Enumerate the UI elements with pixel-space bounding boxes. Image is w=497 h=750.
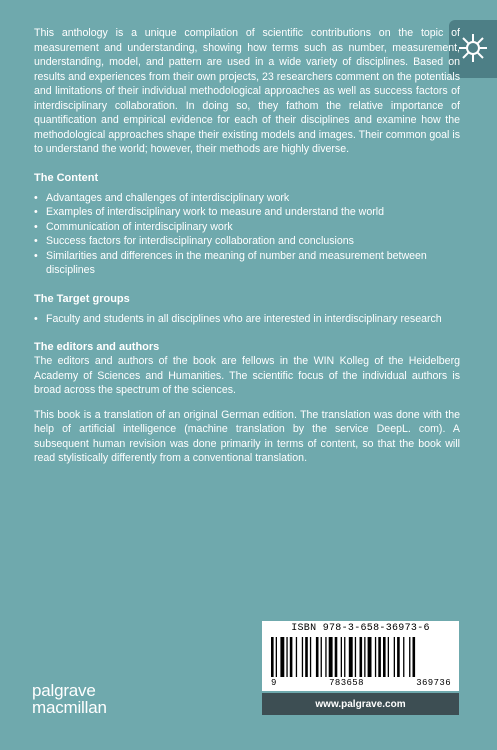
target-groups-list [34,312,460,327]
barcode-digit-group: 783658 [329,678,364,688]
list-item: • Communication of interdisciplinary work [34,220,460,235]
authors-heading: The editors and authors [34,341,160,353]
target-groups-heading: The Target groups [34,292,130,305]
content-heading: The Content [34,171,99,184]
springer-star-icon [458,33,488,63]
publisher-logo-line1: palgrave [32,681,96,700]
list-item: • Faculty and students in all disciplines who are interested in interdisciplinary research [34,312,460,327]
content-list [34,191,460,278]
isbn-label: ISBN 978-3-658-36973-6 [291,623,430,634]
barcode-digit-group: 9 [271,678,277,688]
list-item: • Examples of interdisciplinary work to measure and understand the world [34,205,460,220]
back-cover-text [34,26,460,466]
list-item: • Similarities and differences in the meaning of number and measurement between disciplines [34,249,460,278]
website-link[interactable]: www.palgrave.com [262,693,459,715]
publisher-logo [32,682,107,716]
list-item: • Success factors for interdisciplinary collaboration and conclusions [34,234,460,249]
translation-note: This book is a translation of an original German edition. The translation was done with the help of artificial intelligence (machine translation by the service DeepL. com). A subsequent human revision was done primarily in terms of content, so that the book will read stylistically differently from a conventional translation. [34,408,460,464]
publisher-logo-line2: macmillan [32,698,107,717]
barcode-box [262,621,459,691]
barcode [271,637,451,677]
barcode-digit-group: 369736 [416,678,451,688]
intro-paragraph: This anthology is a unique compilation of scientific contributions on the topic of measurement and understanding, showing how terms such as number, measurement, understanding, model, and pattern are used in a wide variety of disciplines. Based on results and experiences from their own projects, 23 researchers comment on the potentials and limitations of their individual methodological approaches as well as success factors of interdisciplinary collaboration. In doing so, they fathom the relative importance of quantification and empirical evidence for each of their disciplines and examine how the methodological approaches shape their existing models and images. Their common goal is to understand the world; however, their methods are highly diverse. [34,27,460,155]
list-item: • Advantages and challenges of interdisciplinary work [34,191,460,206]
barcode-number [271,678,451,688]
authors-paragraph: The editors and authors of the book are fellows in the WIN Kolleg of the Heidelberg Academy of Sciences and Humanities. The scientific focus of the individual authors is broad across the spectrum of the sciences. [34,355,460,396]
